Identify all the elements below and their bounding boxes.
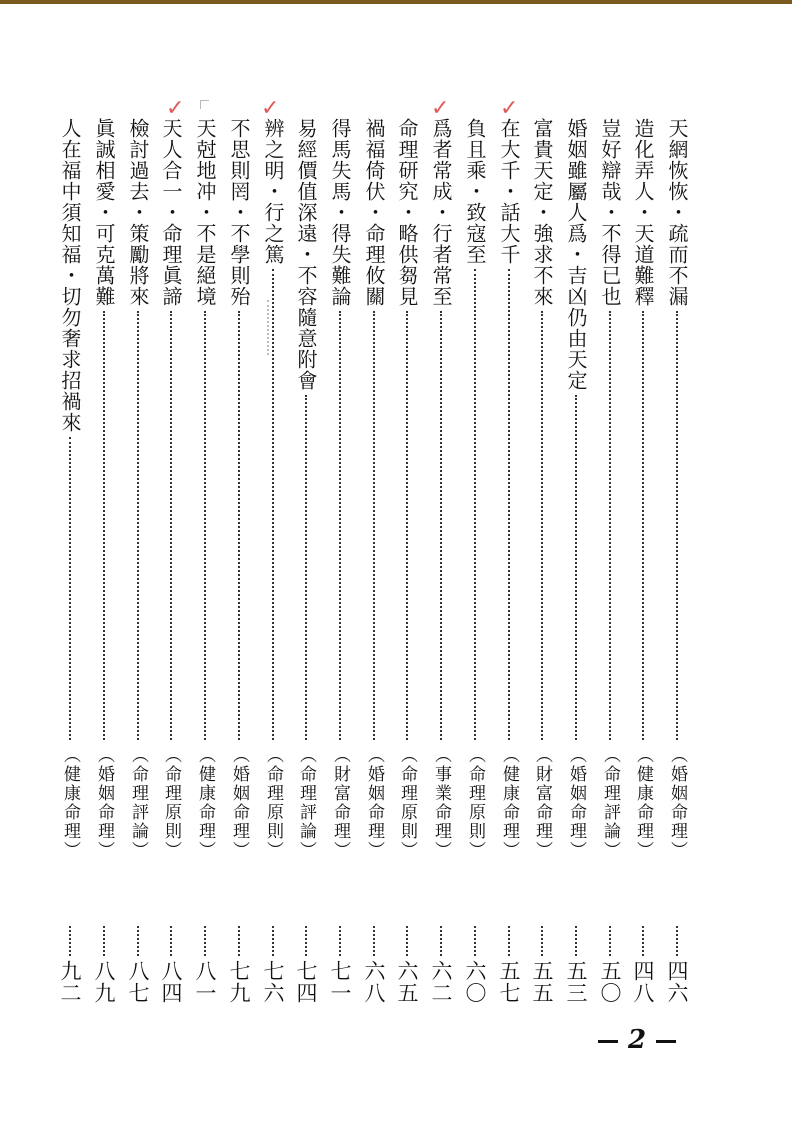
dot-leader: [137, 926, 139, 956]
toc-entry: [226, 118, 252, 1018]
dot-leader: [575, 926, 577, 956]
dot-leader: [170, 311, 172, 740]
dot-leader: [609, 926, 611, 956]
dot-leader: [305, 395, 307, 740]
toc-entry: [563, 118, 589, 1018]
dot-leader: [137, 311, 139, 740]
dot-leader: [103, 926, 105, 956]
dot-leader: [103, 311, 105, 740]
dot-leader: [508, 926, 510, 956]
dot-leader: [642, 926, 644, 956]
toc-entry: [192, 118, 218, 1018]
toc-entry: [529, 118, 555, 1018]
entry-page: 六〇: [463, 960, 487, 1004]
entry-category: （事業命理）: [431, 746, 451, 860]
entry-page: 八九: [92, 960, 116, 1004]
entry-page: 七一: [328, 960, 352, 1004]
dot-leader: [373, 311, 375, 740]
entry-category: （婚姻命理）: [667, 746, 687, 860]
dot-leader: [69, 926, 71, 956]
dot-leader: [305, 926, 307, 956]
toc-entry: [158, 118, 184, 1018]
entry-page: 八四: [159, 960, 183, 1004]
check-mark-icon: ✓: [500, 96, 519, 121]
entry-page: 五五: [530, 960, 554, 1004]
entry-title: 辨之明・行之篤: [261, 118, 285, 265]
dot-leader: [238, 311, 240, 740]
toc-entry: [91, 118, 117, 1018]
entry-title: 造化弄人・天道難釋: [631, 118, 655, 307]
dot-leader: [204, 926, 206, 956]
check-mark-icon: ✓: [166, 96, 185, 121]
dot-leader: [474, 269, 476, 740]
entry-category: （命理原則）: [465, 746, 485, 860]
entry-title: 檢討過去・策勵將來: [126, 118, 150, 307]
dot-leader: [440, 926, 442, 956]
dot-leader: [238, 926, 240, 956]
dot-leader: [440, 311, 442, 740]
toc-entry: [125, 118, 151, 1018]
entry-page: 五三: [564, 960, 588, 1004]
entry-title: 在大千・話大千: [497, 118, 521, 265]
dot-leader: [541, 311, 543, 740]
entry-title: 眞誠相愛・可克萬難: [92, 118, 116, 307]
dot-leader: [272, 269, 274, 740]
entry-category: （財富命理）: [532, 746, 552, 860]
entry-category: （健康命理）: [195, 746, 215, 860]
toc-entry: [327, 118, 353, 1018]
check-mark-icon: ✓: [431, 96, 450, 121]
entry-page: 八一: [193, 960, 217, 1004]
toc-entry: [597, 118, 623, 1018]
entry-page: 七四: [294, 960, 318, 1004]
dot-leader: [508, 269, 510, 740]
entry-title: 豈好辯哉・不得已也: [598, 118, 622, 307]
dot-leader: [609, 311, 611, 740]
toc-entry: [260, 118, 286, 1018]
entry-page: 九二: [58, 960, 82, 1004]
entry-title: 負且乘・致寇至: [463, 118, 487, 265]
entry-page: 七六: [261, 960, 285, 1004]
dot-leader: [373, 926, 375, 956]
dot-leader: [406, 311, 408, 740]
entry-title: 富貴天定・強求不來: [530, 118, 554, 307]
toc-entry: [496, 118, 522, 1018]
entry-page: 四六: [665, 960, 689, 1004]
entry-category: （婚姻命理）: [94, 746, 114, 860]
entry-category: （財富命理）: [330, 746, 350, 860]
entry-title: 婚姻雖屬人爲・吉凶仍由天定: [564, 118, 588, 391]
dot-leader: [204, 311, 206, 740]
entry-page: 五〇: [598, 960, 622, 1004]
entry-title: 禍福倚伏・命理攸關: [362, 118, 386, 307]
entry-title: 爲者常成・行者常至: [429, 118, 453, 307]
entry-title: 天人合一・命理眞諦: [159, 118, 183, 307]
toc-entry: [630, 118, 656, 1018]
entry-title: 天網恢恢・疏而不漏: [665, 118, 689, 307]
dot-leader: [69, 437, 71, 740]
check-mark-icon: ✓: [261, 96, 280, 121]
entry-page: 四八: [631, 960, 655, 1004]
entry-category: （婚姻命理）: [566, 746, 586, 860]
entry-page: 六二: [429, 960, 453, 1004]
entry-title: 易經價值深遠・不容隨意附會: [294, 118, 318, 391]
toc-entry: [462, 118, 488, 1018]
dot-leader: [474, 926, 476, 956]
dot-leader: [170, 926, 172, 956]
entry-category: （婚姻命理）: [229, 746, 249, 860]
entry-category: （婚姻命理）: [364, 746, 384, 860]
entry-category: （健康命理）: [633, 746, 653, 860]
dot-leader: [339, 926, 341, 956]
entry-category: （命理評論）: [296, 746, 316, 860]
entry-category: （命理原則）: [263, 746, 283, 860]
entry-title: 人在福中須知福・切勿奢求招禍來: [58, 118, 82, 433]
entry-title: 天尅地冲・不是絕境: [193, 118, 217, 307]
toc-entry: [57, 118, 83, 1018]
dot-leader: [575, 395, 577, 740]
entry-page: 六五: [395, 960, 419, 1004]
entry-category: （命理評論）: [600, 746, 620, 860]
dot-leader: [676, 926, 678, 956]
entry-page: 六八: [362, 960, 386, 1004]
entry-page: 五七: [497, 960, 521, 1004]
dot-leader: [272, 926, 274, 956]
entry-page: 七九: [227, 960, 251, 1004]
entry-page: 八七: [126, 960, 150, 1004]
pencil-bracket-mark: [200, 100, 209, 109]
pencil-dots-mark: [267, 300, 269, 355]
page-number: 2: [588, 1025, 686, 1055]
entry-category: （命理評論）: [128, 746, 148, 860]
entry-category: （命理原則）: [397, 746, 417, 860]
entry-category: （命理原則）: [161, 746, 181, 860]
dot-leader: [676, 311, 678, 740]
toc-entry: [361, 118, 387, 1018]
dot-leader: [339, 311, 341, 740]
toc-entry: [293, 118, 319, 1018]
entry-category: （健康命理）: [60, 746, 80, 860]
toc-entry: [664, 118, 690, 1018]
entry-title: 得馬失馬・得失難論: [328, 118, 352, 307]
dot-leader: [541, 926, 543, 956]
entry-category: （健康命理）: [499, 746, 519, 860]
entry-title: 命理研究・略供芻見: [395, 118, 419, 307]
dot-leader: [406, 926, 408, 956]
entry-title: 不思則罔・不學則殆: [227, 118, 251, 307]
toc-entry: [394, 118, 420, 1018]
dot-leader: [642, 311, 644, 740]
toc-entry: [428, 118, 454, 1018]
